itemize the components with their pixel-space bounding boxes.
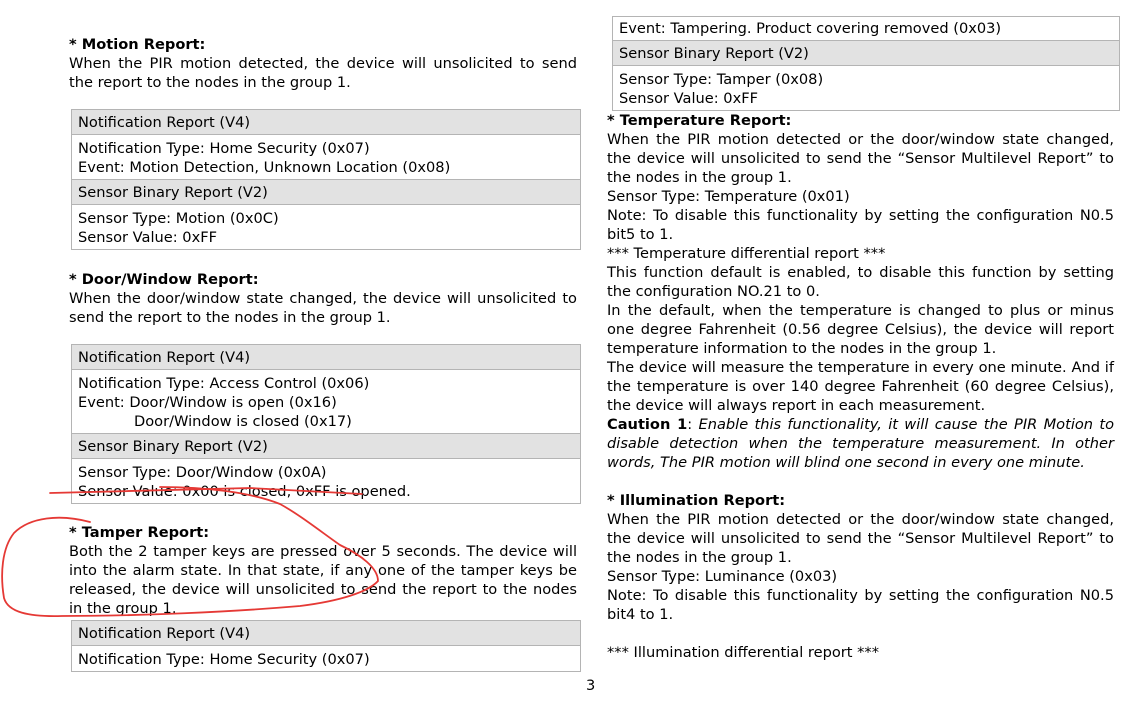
temperature-paragraph: When the PIR motion detected or the door/window state changed, the device will unsolicited to send the “Sensor Multilevel Report” to the nodes in the group 1.: [607, 131, 1114, 186]
table-line: Door/Window is closed (0x17): [134, 413, 352, 430]
table-line: Sensor Type: Door/Window (0x0A): [78, 464, 327, 481]
table-cell: [72, 135, 580, 180]
door-window-report-heading: * Door/Window Report:: [69, 271, 259, 288]
temperature-report-heading: * Temperature Report:: [607, 112, 792, 129]
table-line: Event: Door/Window is open (0x16): [78, 394, 337, 411]
table-header: Notification Report (V4): [72, 621, 580, 646]
motion-report-heading: * Motion Report:: [69, 36, 206, 53]
table-cell: [72, 646, 580, 671]
table-cell: [72, 459, 580, 503]
table-line: Sensor Value: 0xFF: [619, 90, 759, 107]
temperature-caution: [607, 415, 1114, 472]
motion-report-paragraph: When the PIR motion detected, the device will unsolicited to send the report to the nodes in the group 1.: [69, 55, 577, 91]
table-cell: [613, 66, 1119, 110]
tamper-report-table: [71, 620, 581, 672]
door-window-report-table: [71, 344, 581, 504]
illumination-differential-heading: *** Illumination differential report ***: [607, 644, 880, 661]
table-cell: [72, 370, 580, 434]
table-line: Sensor Value: 0x00 is closed, 0xFF is opened.: [78, 483, 411, 500]
temperature-sensor-type: Sensor Type: Temperature (0x01): [607, 188, 850, 205]
illumination-note: Note: To disable this functionality by setting the configuration N0.5 bit4 to 1.: [607, 587, 1114, 623]
tamper-report-paragraph: Both the 2 tamper keys are pressed over 5 seconds. The device will into the alarm state. In that state, if any one of the tamper keys be released, the device will unsolicited to send the report to the nodes in the group 1.: [69, 543, 577, 617]
temperature-differential-heading: *** Temperature differential report ***: [607, 245, 886, 262]
illumination-paragraph: When the PIR motion detected or the door/window state changed, the device will unsolicited to send the “Sensor Multilevel Report” to the nodes in the group 1.: [607, 511, 1114, 566]
table-line: Sensor Type: Tamper (0x08): [619, 71, 824, 88]
temperature-default-paragraph: In the default, when the temperature is changed to plus or minus one degree Fahrenheit (0.56 degree Celsius), the device will report temperature information to the nodes in the group 1.: [607, 302, 1114, 357]
tamper-report-heading: * Tamper Report:: [69, 524, 210, 541]
table-header: Notification Report (V4): [72, 345, 580, 370]
table-line: Event: Motion Detection, Unknown Location (0x08): [78, 159, 451, 176]
table-line: Notification Type: Access Control (0x06): [78, 375, 370, 392]
table-line: Sensor Type: Motion (0x0C): [78, 210, 279, 227]
table-header: Sensor Binary Report (V2): [72, 180, 580, 205]
tamper-report-table-continued: [612, 16, 1120, 111]
table-cell: [613, 17, 1119, 41]
caution-label: Caution 1: [607, 416, 688, 433]
illumination-report-heading: * Illumination Report:: [607, 492, 786, 509]
table-line: Event: Tampering. Product covering removed (0x03): [619, 20, 1002, 37]
caution-text: Enable this functionality, it will cause the PIR Motion to disable detection when the temperature measurement. In other words, The PIR motion will blind one second in every one minute.: [607, 416, 1115, 471]
table-header: Notification Report (V4): [72, 110, 580, 135]
motion-report-table: [71, 109, 581, 250]
door-window-report-paragraph: When the door/window state changed, the device will unsolicited to send the report to the nodes in the group 1.: [69, 290, 577, 326]
temperature-note: Note: To disable this functionality by setting the configuration N0.5 bit5 to 1.: [607, 207, 1114, 243]
left-column: [69, 35, 577, 672]
page-number: 3: [586, 677, 596, 694]
table-header: Sensor Binary Report (V2): [613, 41, 1119, 66]
table-line: Notification Type: Home Security (0x07): [78, 140, 370, 157]
temperature-measure-paragraph: The device will measure the temperature in every one minute. And if the temperature is over 140 degree Fahrenheit (60 degree Celsius), the device will always report in each measurement.: [607, 359, 1114, 414]
table-line: Sensor Value: 0xFF: [78, 229, 218, 246]
caution-colon: :: [687, 416, 699, 433]
illumination-sensor-type: Sensor Type: Luminance (0x03): [607, 568, 838, 585]
temperature-differential-paragraph: This function default is enabled, to disable this function by setting the configuration NO.21 to 0.: [607, 264, 1114, 300]
table-line: Notification Type: Home Security (0x07): [78, 651, 370, 668]
table-cell: [72, 205, 580, 249]
table-header: Sensor Binary Report (V2): [72, 434, 580, 459]
right-column: [607, 16, 1114, 662]
